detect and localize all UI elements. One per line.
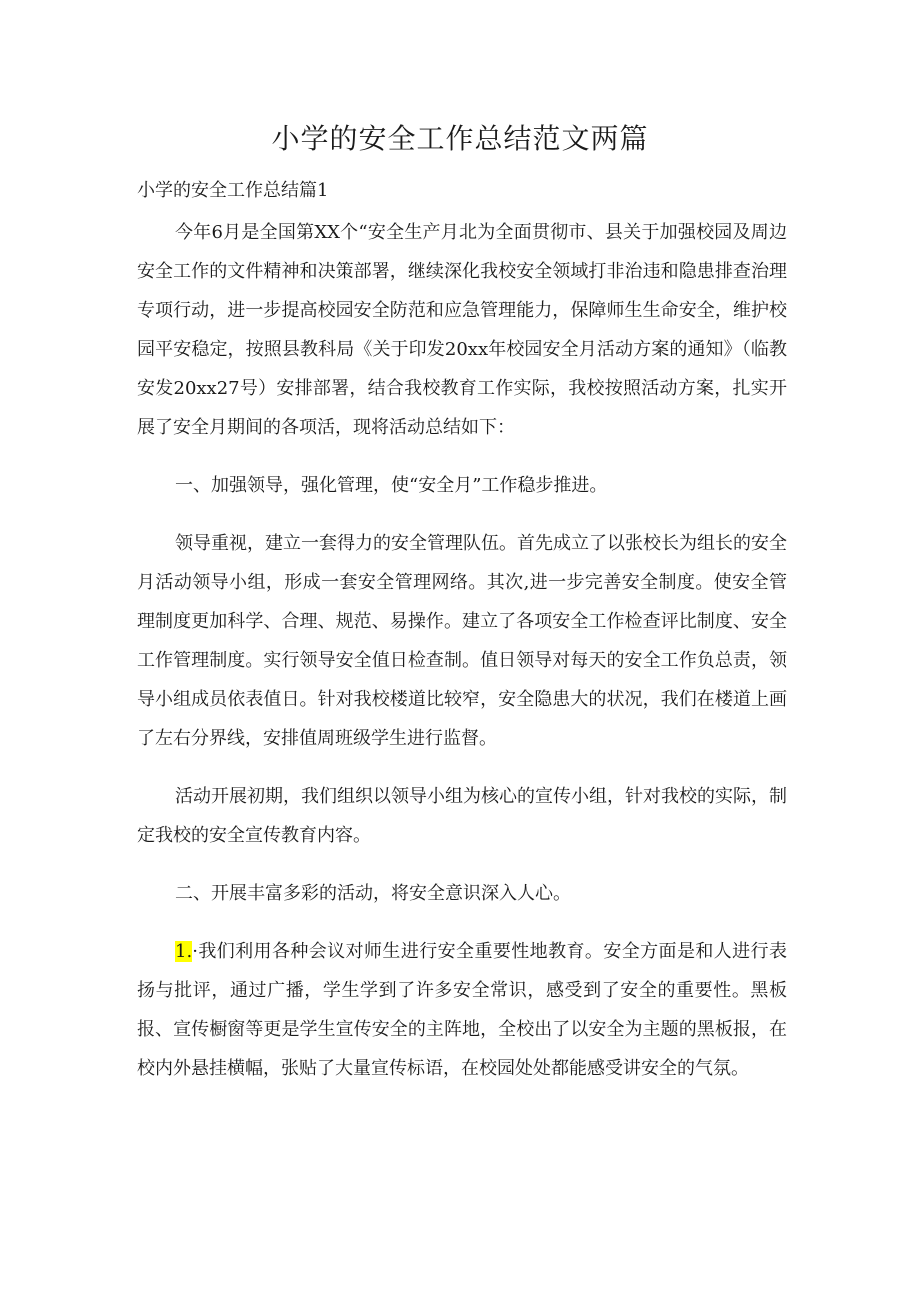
paragraph-leadership: 领导重视，建立一套得力的安全管理队伍。首先成立了以张校长为组长的安全月活动领导小组，形成一套安全管理网络。其次,进一步完善安全制度。使安全管理制度更加科学、合理、规范、易操作。建立了各项安全工作检查评比制度、安全工作管理制度。实行领导安全值日检查制。值日领导对每天的安全工作负总责，领导小组成员依表值日。针对我校楼道比较窄，安全隐患大的状况，我们在楼道上画了左右分界线，安排值周班级学生进行监督。 xyxy=(137,533,787,749)
highlighted-list-marker: 1. xyxy=(175,941,193,962)
paragraph-intro: 今年6月是全国第XX个“安全生产月北为全面贯彻市、县关于加强校园及周边安全工作的文件精神和决策部署，继续深化我校安全领域打非治违和隐患排查治理专项行动，进一步提高校园安全防范和应急管理能力，保障师生生命安全，维护校园平安稳定，按照县教科局《关于印发20xx年校园安全月活动方案的通知》（临教安发20xx27号）安排部署，结合我校教育工作实际，我校按照活动方案，扎实开展了安全月期间的各项活，现将活动总结如下： xyxy=(137,222,787,438)
document-title: 小学的安全工作总结范文两篇 xyxy=(271,122,649,155)
section-heading: 小学的安全工作总结篇1 xyxy=(137,180,329,201)
paragraph-item-one xyxy=(137,932,787,1088)
paragraph-activities-start: 活动开展初期，我们组织以领导小组为核心的宣传小组，针对我校的实际，制定我校的安全宣传教育内容。 xyxy=(137,786,787,846)
paragraph-heading-one: 一、加强领导，强化管理，使“安全月”工作稳步推进。 xyxy=(175,475,608,496)
paragraph-item-one-text: ·我们利用各种会议对师生进行安全重要性地教育。安全方面是和人进行表扬与批评，通过广播，学生学到了许多安全常识，感受到了安全的重要性。黑板报、宣传橱窗等更是学生宣传安全的主阵地，全校出了以安全为主题的黑板报，在校内外悬挂横幅，张贴了大量宣传标语，在校园处处都能感受讲安全的气氛。 xyxy=(137,941,787,1079)
paragraph-heading-two: 二、开展丰富多彩的活动，将安全意识深入人心。 xyxy=(175,883,571,904)
document-body xyxy=(137,213,787,1107)
